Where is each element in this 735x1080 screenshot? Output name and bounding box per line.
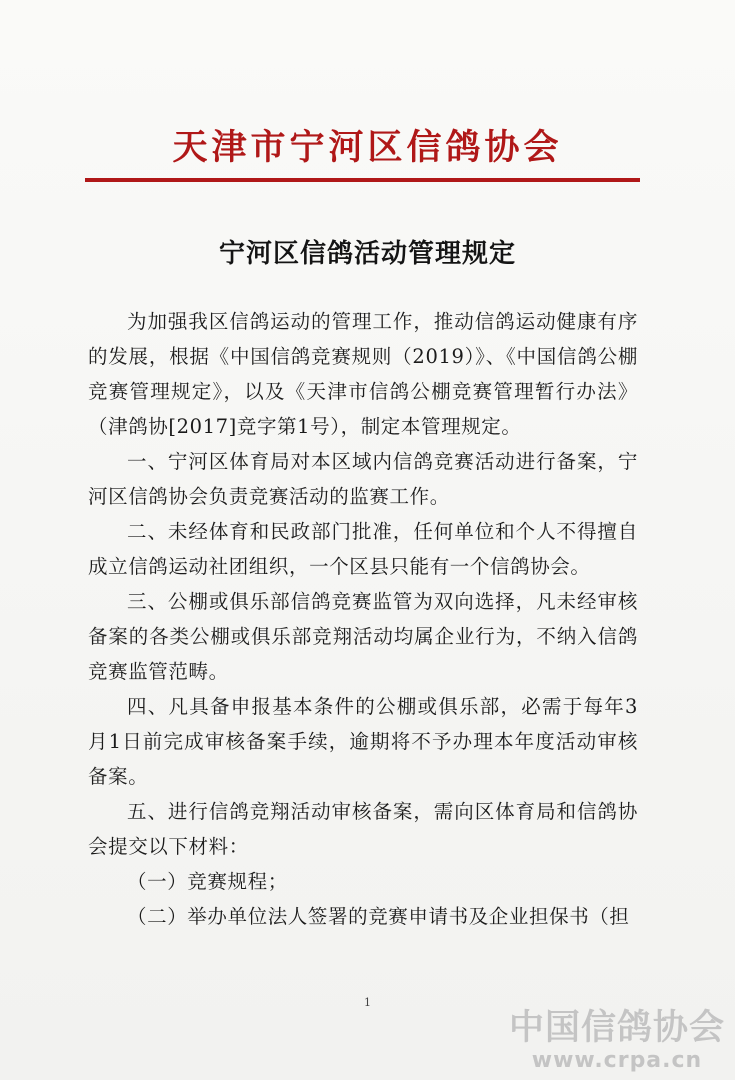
watermark-name: 中国信鸽协会 [508, 1008, 725, 1048]
watermark-url: www.crpa.cn [531, 1048, 703, 1073]
watermark [509, 1008, 725, 1074]
letterhead-divider [85, 178, 640, 182]
document-title: 宁河区信鸽活动管理规定 [218, 239, 516, 269]
document-body [88, 304, 638, 934]
paragraph-article-2: 二、未经体育和民政部门批准，任何单位和个人不得擅自成立信鸽运动社团组织，一个区县只能有一个信鸽协会。 [88, 520, 638, 578]
paragraph-article-1: 一、宁河区体育局对本区域内信鸽竞赛活动进行备案，宁河区信鸽协会负责竞赛活动的监赛工作。 [88, 450, 638, 508]
organization-name: 天津市宁河区信鸽协会 [172, 127, 563, 168]
paragraph-article-4: 四、凡具备申报基本条件的公棚或俱乐部，必需于每年3月1日前完成审核备案手续，逾期将不予办理本年度活动审核备案。 [88, 695, 638, 788]
paragraph-article-5: 五、进行信鸽竞翔活动审核备案，需向区体育局和信鸽协会提交以下材料： [88, 800, 638, 858]
paragraph-item-1: （一）竞赛规程； [127, 870, 288, 893]
page-number: 1 [364, 996, 371, 1009]
paragraph-item-2: （二）举办单位法人签署的竞赛申请书及企业担保书（担 [127, 905, 630, 928]
paragraph-article-3: 三、公棚或俱乐部信鸽竞赛监管为双向选择，凡未经审核备案的各类公棚或俱乐部竞翔活动均属企业行为，不纳入信鸽竞赛监管范畴。 [88, 590, 638, 683]
paragraph-preamble: 为加强我区信鸽运动的管理工作，推动信鸽运动健康有序的发展，根据《中国信鸽竞赛规则（2019）》、《中国信鸽公棚竞赛管理规定》，以及《天津市信鸽公棚竞赛管理暂行办法》（津鸽协[2017]竞字第1号），制定本管理规定。 [88, 310, 638, 438]
letterhead [0, 120, 735, 170]
